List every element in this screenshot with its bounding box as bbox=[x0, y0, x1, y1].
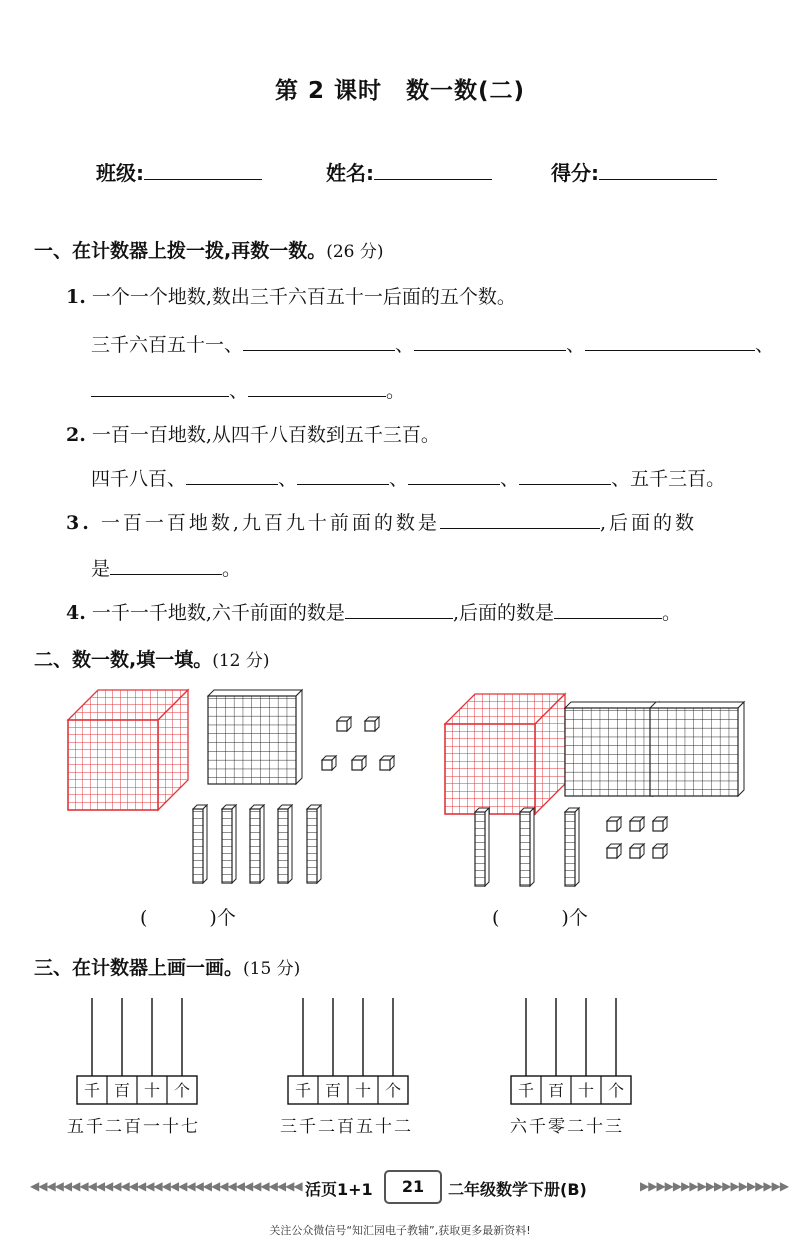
class-field: 班级: bbox=[96, 157, 262, 186]
section1-heading: 一、在计数器上拨一拨,再数一数。(26 分) bbox=[34, 240, 384, 262]
q3-blank-2[interactable] bbox=[110, 554, 222, 575]
score-blank[interactable] bbox=[599, 159, 717, 180]
abacus-3[interactable] bbox=[511, 998, 631, 1104]
unit-cube-left-1 bbox=[337, 717, 351, 731]
q2-blank-3[interactable] bbox=[408, 464, 500, 485]
unit-cube-right-6 bbox=[653, 844, 667, 858]
unit-cube-right-2 bbox=[630, 817, 644, 831]
section3-heading: 三、在计数器上画一画。(15 分) bbox=[34, 957, 301, 979]
thousand-cube-left bbox=[68, 690, 188, 810]
hundred-flat-right-1 bbox=[565, 702, 659, 796]
place-label-thousands: 千 bbox=[294, 1081, 312, 1100]
q2-answer-row: 四千八百、 、 、 、 、五千三百。 bbox=[91, 464, 725, 491]
q1-blank-4[interactable] bbox=[91, 376, 229, 397]
blocks-figures bbox=[0, 680, 800, 895]
place-label-hundreds: 百 bbox=[324, 1081, 342, 1100]
footer-book-title: 二年级数学下册(B) bbox=[448, 1180, 587, 1199]
name-blank[interactable] bbox=[374, 159, 492, 180]
q3-answer-row: 是 。 bbox=[91, 554, 241, 581]
ten-rod-left-4 bbox=[278, 805, 292, 883]
footer-arrows-right: ▶▶▶▶▶▶▶▶▶▶▶▶▶▶▶▶▶▶ bbox=[640, 1179, 789, 1193]
page-title bbox=[0, 72, 800, 105]
left-blocks-figure bbox=[68, 690, 394, 883]
class-blank[interactable] bbox=[144, 159, 262, 180]
abacus-1-caption: 五千二百一十七 bbox=[67, 1117, 200, 1137]
right-blocks-figure bbox=[445, 694, 744, 886]
section2-heading: 二、数一数,填一填。(12 分) bbox=[34, 649, 270, 671]
abacus-2[interactable] bbox=[288, 998, 408, 1104]
place-label-hundreds: 百 bbox=[547, 1081, 565, 1100]
lesson-name: 数一数(二) bbox=[406, 78, 526, 104]
ten-rod-right-1 bbox=[475, 808, 489, 886]
unit-cube-right-5 bbox=[630, 844, 644, 858]
q4-blank-1[interactable] bbox=[345, 598, 453, 619]
abacus-2-caption: 三千二百五十二 bbox=[280, 1117, 413, 1137]
place-label-tens: 十 bbox=[354, 1081, 372, 1100]
unit-cube-left-4 bbox=[352, 756, 366, 770]
abacus-3-caption: 六千零二十三 bbox=[510, 1117, 624, 1137]
hundred-flat-left bbox=[208, 690, 302, 784]
q2-text: 2. 一百一百地数,从四千八百数到五千三百。 bbox=[66, 424, 440, 446]
unit-cube-right-3 bbox=[653, 817, 667, 831]
ten-rod-left-2 bbox=[222, 805, 236, 883]
hundred-flat-right-2 bbox=[650, 702, 744, 796]
ten-rod-left-1 bbox=[193, 805, 207, 883]
ten-rod-left-5 bbox=[307, 805, 321, 883]
unit-cube-left-5 bbox=[380, 756, 394, 770]
q4-blank-2[interactable] bbox=[554, 598, 662, 619]
footer-left-text: 活页1+1 bbox=[305, 1180, 373, 1199]
q1-answer-row1: 三千六百五十一、 、 、 、 bbox=[91, 330, 774, 357]
q1-answer-row2: 、 。 bbox=[91, 376, 405, 403]
answer-left[interactable]: ( )个 bbox=[140, 907, 236, 929]
place-label-hundreds: 百 bbox=[113, 1081, 131, 1100]
page-number: 21 bbox=[384, 1170, 442, 1204]
place-label-tens: 十 bbox=[143, 1081, 161, 1100]
q2-blank-2[interactable] bbox=[297, 464, 389, 485]
footer-arrows-left: ◀◀◀◀◀◀◀◀◀◀◀◀◀◀◀◀◀◀◀◀◀◀◀◀◀◀◀◀◀◀◀◀◀ bbox=[30, 1179, 302, 1193]
score-field: 得分: bbox=[551, 157, 717, 186]
q1-blank-1[interactable] bbox=[243, 330, 395, 351]
footer-note: 关注公众微信号“知汇园电子教辅”,获取更多最新资料! bbox=[269, 1224, 531, 1237]
unit-cube-left-2 bbox=[365, 717, 379, 731]
q1-blank-2[interactable] bbox=[414, 330, 566, 351]
ten-rod-right-2 bbox=[520, 808, 534, 886]
q1-text: 1. 一个一个地数,数出三千六百五十一后面的五个数。 bbox=[66, 286, 516, 308]
unit-cube-left-3 bbox=[322, 756, 336, 770]
place-label-thousands: 千 bbox=[83, 1081, 101, 1100]
ten-rod-left-3 bbox=[250, 805, 264, 883]
q4-text: 4. 一千一千地数,六千前面的数是 ,后面的数是 。 bbox=[66, 598, 681, 625]
place-label-tens: 十 bbox=[577, 1081, 595, 1100]
unit-cube-right-1 bbox=[607, 817, 621, 831]
place-label-ones: 个 bbox=[384, 1081, 402, 1100]
q1-blank-5[interactable] bbox=[248, 376, 386, 397]
q2-blank-4[interactable] bbox=[519, 464, 611, 485]
answer-right[interactable]: ( )个 bbox=[492, 907, 588, 929]
name-field: 姓名: bbox=[326, 157, 492, 186]
q3-text: 3. 一百一百地数,九百九十前面的数是 ,后面的数 bbox=[66, 508, 697, 535]
unit-cube-right-4 bbox=[607, 844, 621, 858]
q2-blank-1[interactable] bbox=[186, 464, 278, 485]
lesson-number: 第 2 课时 bbox=[274, 78, 382, 104]
ten-rod-right-3 bbox=[565, 808, 579, 886]
abacus-1[interactable] bbox=[77, 998, 197, 1104]
place-label-ones: 个 bbox=[607, 1081, 625, 1100]
q3-blank-1[interactable] bbox=[440, 508, 600, 529]
thousand-cube-right bbox=[445, 694, 565, 814]
q1-blank-3[interactable] bbox=[585, 330, 755, 351]
abacus-figures bbox=[0, 990, 800, 1110]
place-label-thousands: 千 bbox=[517, 1081, 535, 1100]
place-label-ones: 个 bbox=[173, 1081, 191, 1100]
